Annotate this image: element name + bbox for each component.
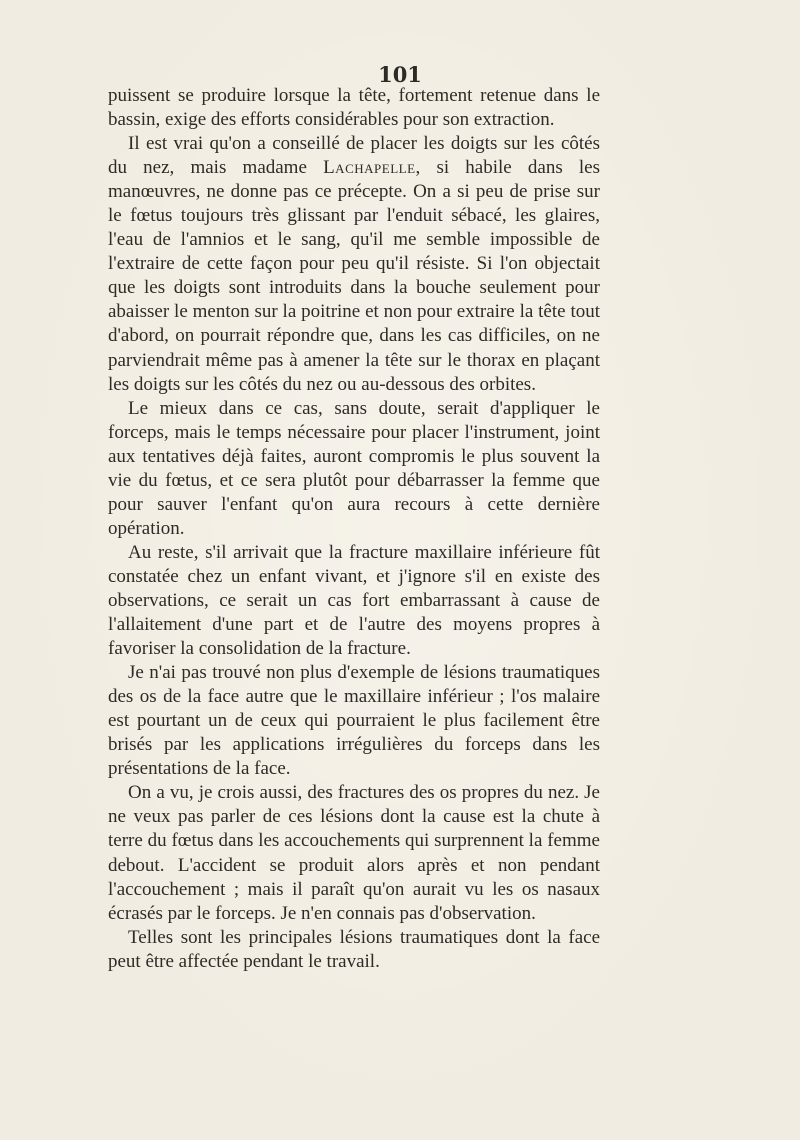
- author-name-lachapelle: Lachapelle: [323, 157, 416, 179]
- page-number: 101: [378, 62, 422, 87]
- paragraph-5: Je n'ai pas trouvé non plus d'exemple de lésions traumatiques des os de la face autre que le maxillaire inférieur ; l'os malaire est pourtant un de ceux qui pourraient le plus facilement être brisés par les applications irrégulières du forceps dans les présentations de la face.: [108, 662, 600, 780]
- paragraph-2: [108, 132, 600, 397]
- paragraph-1: puissent se produire lorsque la tête, fortement retenue dans le bassin, exige des efforts considérables pour son extraction.: [108, 85, 600, 131]
- paragraph-2-rest: , si habile dans les manœuvres, ne donne pas ce précepte. On a si peu de prise sur le fœtus toujours très glissant par l'enduit sébacé, les glaires, l'eau de l'amnios et le sang, qu'il me semble impossible de l'extraire de cette façon pour peu qu'il résiste. Si l'on objectait que les doigts sont introduits dans la bouche seulement pour abaisser le menton sur la poitrine et non pour extraire la tête tout d'abord, on pourrait répondre que, dans les cas difficiles, on ne parviendrait même pas à amener la tête sur le thorax en plaçant les doigts sur les côtés du nez ou au-dessous des orbites.: [108, 157, 601, 395]
- paragraph-4: Au reste, s'il arrivait que la fracture maxillaire inférieure fût constatée chez un enfant vivant, et j'ignore s'il en existe des observations, ce serait un cas fort embarrassant à cause de l'allaitement d'une part et de l'autre des moyens propres à favoriser la consolidation de la fracture.: [108, 541, 600, 660]
- paragraph-7: Telles sont les principales lésions traumatiques dont la face peut être affectée pendant le travail.: [108, 926, 600, 972]
- body-text: [108, 84, 600, 974]
- paragraph-3: Le mieux dans ce cas, sans doute, serait d'appliquer le forceps, mais le temps nécessaire pour placer l'instrument, joint aux tentatives déjà faites, auront compromis le plus souvent la vie du fœtus, et ce sera plutôt pour débarrasser la femme que pour sauver l'enfant qu'on aura recours à cette dernière opération.: [108, 397, 600, 539]
- paragraph-6: On a vu, je crois aussi, des fractures des os propres du nez. Je ne veux pas parler de ces lésions dont la cause est la chute à terre du fœtus dans les accouchements qui surprennent la femme debout. L'accident se produit alors après et non pendant l'accouchement ; mais il paraît qu'on aurait vu les os nasaux écrasés par le forceps. Je n'en connais pas d'observation.: [108, 782, 600, 924]
- paragraph-2-start: Il est vrai qu'on a conseillé de placer les doigts sur les côtés du nez, mais madame: [108, 133, 600, 179]
